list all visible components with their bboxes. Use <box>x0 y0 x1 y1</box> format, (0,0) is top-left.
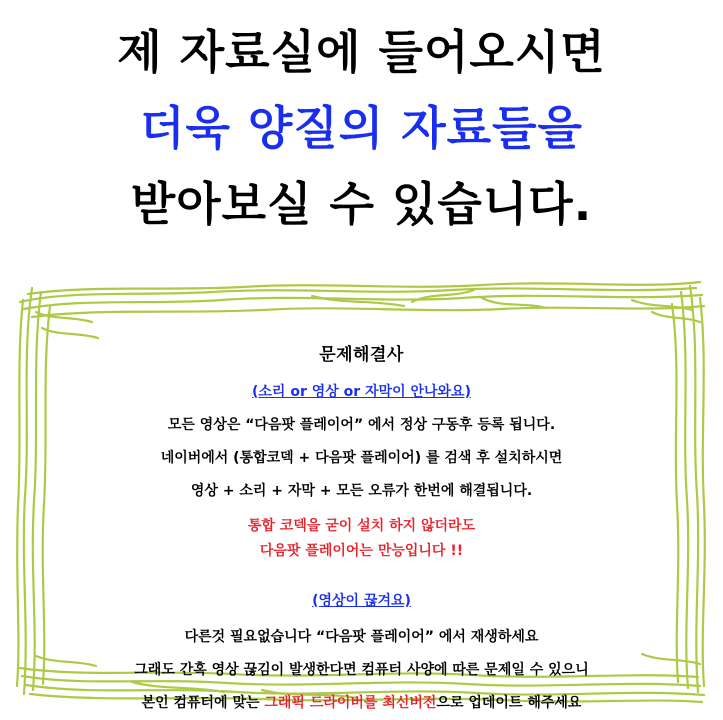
section2-subtitle: (영상이 끊겨요) <box>312 593 411 609</box>
section1-line-3: 영상 + 소리 + 자막 + 모든 오류가 한번에 해결됩니다. <box>190 483 533 499</box>
headline-block <box>0 14 723 242</box>
content-block <box>40 296 683 711</box>
section1-subtitle: (소리 or 영상 or 자막이 안나와요) <box>252 384 471 400</box>
section1-line-2: 네이버에서 (통합코덱 + 다음팟 플레이어) 를 검색 후 설치하시면 <box>160 450 563 466</box>
section1-warning-2: 다음팟 플레이어는 만능입니다 !! <box>259 543 464 559</box>
headline-line-1: 제 자료실에 들어오시면 <box>117 25 606 79</box>
section2-line-2: 그래도 간혹 영상 끊김이 발생한다면 컴퓨터 사양에 따른 문제일 수 있으니 <box>134 662 589 678</box>
content-title: 문제해결사 <box>319 345 404 365</box>
section1-line-1: 모든 영상은 “다음팟 플레이어” 에서 정상 구동후 등록 됩니다. <box>167 417 556 433</box>
section2-line-3-suffix: 업데이트 해주세요 <box>463 695 582 711</box>
section2-line-3 <box>40 692 683 712</box>
section2-line-3-prefix: 본인 컴퓨터에 맞는 <box>141 695 265 711</box>
section2-line-3-red: 그래픽 드라이버를 최신버전 <box>264 695 437 711</box>
section1-warning-1: 통합 코덱을 굳이 설치 하지 않더라도 <box>247 518 476 534</box>
section2-line-3-mid: 으로 <box>436 695 464 711</box>
section2-line-1: 다른것 필요없습니다 “다음팟 플레이어” 에서 재생하세요 <box>184 629 539 645</box>
headline-line-3: 받아보실 수 있습니다. <box>130 177 593 231</box>
headline-line-2: 더욱 양질의 자료들을 <box>140 101 583 155</box>
